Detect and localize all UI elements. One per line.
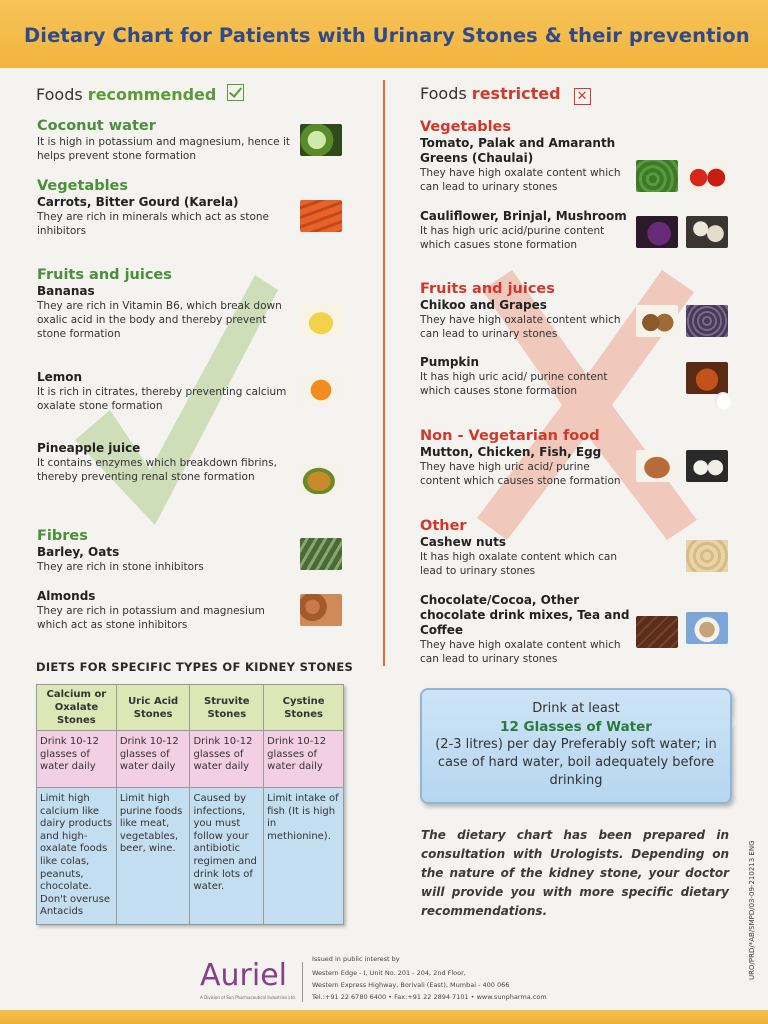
item-category: Coconut water (37, 118, 156, 134)
table-header-cell: Cystine Stones (264, 685, 344, 731)
restricted-item-cauliflower (420, 209, 635, 252)
check-icon (227, 84, 244, 101)
item-name: Chikoo and Grapes (420, 298, 547, 312)
footer-address-2: Western Express Highway, Borivali (East), Mumbai - 400 066 (312, 981, 510, 989)
document-code: URO/PRD/*AB/SMPD/03-09-210213 ENG (748, 840, 756, 980)
item-description: It has high oxalate content which can lead to urinary stones (420, 551, 618, 577)
restricted-heading-prefix: Foods (420, 84, 467, 103)
item-name: Barley, Oats (37, 545, 120, 559)
table-cell: Drink 10-12 glasses of water daily (37, 731, 117, 788)
item-name: Pumpkin (420, 355, 480, 369)
water-intake-box (420, 688, 732, 804)
item-name: Lemon (37, 370, 83, 384)
item-description: They are rich in Vitamin B6, which break down oxalic acid in the body and thereby prevent stone formation (37, 300, 282, 340)
recommended-item-fibres (37, 527, 297, 574)
item-description: They are rich in stone inhibitors (37, 561, 204, 573)
auriel-logo-subtitle: A Division of Sun Pharmaceutical Industries Ltd. (200, 995, 296, 1000)
table-cell: Drink 10-12 glasses of water daily (116, 731, 190, 788)
item-name: Cashew nuts (420, 535, 506, 549)
restricted-item-chocolate (420, 593, 635, 666)
eggs-image (686, 450, 728, 482)
item-description: They have high oxalate content which can lead to urinary stones (420, 314, 621, 340)
item-description: It has high uric acid/ purine content which causes stone formation (420, 371, 608, 397)
brinjal-image (636, 216, 678, 248)
grapes-image (686, 305, 728, 337)
water-line-3: (2-3 litres) per day Preferably soft water; in case of hard water, boil adequately before drinking (435, 737, 717, 788)
auriel-logo: Auriel (200, 958, 287, 993)
almonds-image (300, 594, 342, 626)
table-cell: Limit intake of fish (It is high in methionine). (264, 788, 344, 925)
recommended-heading-prefix: Foods (36, 85, 83, 104)
chikoo-image (636, 305, 678, 337)
item-name: Pineapple juice (37, 441, 141, 455)
punch-hole (715, 392, 731, 410)
item-category: Fruits and juices (420, 281, 555, 297)
item-description: They are rich in minerals which act as stone inhibitors (37, 211, 269, 237)
item-description: They are rich in potassium and magnesium which act as stone inhibitors (37, 605, 265, 631)
restricted-heading-word: restricted (471, 84, 561, 103)
tea-coffee-image (686, 612, 728, 644)
page-title: Dietary Chart for Patients with Urinary Stones & their prevention (24, 24, 750, 47)
mushroom-image (686, 216, 728, 248)
item-name: Cauliflower, Brinjal, Mushroom (420, 209, 627, 223)
table-row (37, 731, 344, 788)
recommended-item-pineapple (37, 441, 297, 484)
item-category: Vegetables (37, 178, 129, 194)
table-row (37, 788, 344, 925)
recommended-item-vegetables (37, 177, 297, 238)
column-divider (383, 80, 385, 666)
cashew-image (686, 540, 728, 572)
item-name: Bananas (37, 284, 95, 298)
item-name: Tomato, Palak and Amaranth Greens (Chaulai) (420, 136, 616, 165)
restricted-item-vegetables (420, 118, 632, 194)
table-header-cell: Struvite Stones (190, 685, 264, 731)
footer-issued: Issued in public interest by (312, 955, 400, 963)
coconut-water-image (300, 124, 342, 156)
water-line-1: Drink at least (532, 701, 620, 716)
kidney-table-title: DIETS FOR SPECIFIC TYPES OF KIDNEY STONES (36, 660, 354, 674)
item-description: They have high oxalate content which can lead to urinary stones (420, 639, 621, 665)
recommended-item-almonds (37, 589, 297, 632)
item-description: They have high oxalate content which can lead to urinary stones (420, 167, 621, 193)
item-name: Mutton, Chicken, Fish, Egg (420, 445, 602, 459)
barley-oats-image (300, 538, 342, 570)
footer-rule (302, 962, 303, 1002)
item-description: It has high uric acid/purine content which casues stone formation (420, 225, 605, 251)
restricted-item-cashew (420, 517, 632, 578)
carrots-image (300, 200, 342, 232)
item-category: Vegetables (420, 119, 512, 135)
item-description: It is high in potassium and magnesium, hence it helps prevent stone formation (37, 136, 290, 162)
chocolate-image (636, 616, 678, 648)
restricted-heading (420, 84, 591, 105)
item-category: Fruits and juices (37, 267, 172, 283)
table-cell: Limit high purine foods like meat, vegetables, beer, wine. (116, 788, 190, 925)
water-line-2: 12 Glasses of Water (500, 719, 652, 735)
item-category: Fibres (37, 528, 88, 544)
footer-contact: Tel.:+91 22 6780 6400 • Fax:+91 22 2894 7101 • www.sunpharma.com (312, 993, 547, 1001)
pineapple-image (300, 462, 342, 494)
item-category: Other (420, 518, 467, 534)
item-name: Almonds (37, 589, 96, 603)
table-cell: Drink 10-12 glasses of water daily (190, 731, 264, 788)
table-cell: Limit high calcium like dairy products and high-oxalate foods like colas, peanuts, chocolate. Don't overuse Antacids (37, 788, 117, 925)
chicken-image (636, 450, 678, 482)
kidney-stone-table (36, 684, 344, 925)
item-description: It is rich in citrates, thereby preventing calcium oxalate stone formation (37, 386, 287, 412)
footer-band (0, 1010, 768, 1024)
recommended-item-lemon (37, 370, 297, 413)
recommended-item-coconut-water (37, 117, 297, 163)
table-cell: Drink 10-12 glasses of water daily (264, 731, 344, 788)
table-header-cell: Calcium or Oxalate Stones (37, 685, 117, 731)
table-header-cell: Uric Acid Stones (116, 685, 190, 731)
table-cell: Caused by infections, you must follow your antibiotic regimen and drink lots of water. (190, 788, 264, 925)
tomato-image (686, 160, 728, 192)
item-name: Chocolate/Cocoa, Other chocolate drink mixes, Tea and Coffee (420, 593, 630, 637)
header-band (0, 0, 768, 68)
palak-image (636, 160, 678, 192)
restricted-item-chikoo-grapes (420, 280, 632, 341)
restricted-item-non-veg (420, 427, 632, 488)
lemon-image (300, 374, 342, 406)
cross-icon: ✕ (574, 88, 591, 105)
disclaimer-note: The dietary chart has been prepared in consultation with Urologists. Depending on the nature of the kidney stone, your doctor will provide you with more specific dietary recommendations. (421, 828, 729, 918)
bananas-image (300, 304, 342, 336)
item-category: Non - Vegetarian food (420, 428, 600, 444)
item-description: They have high uric acid/ purine content which causes stone formation (420, 461, 621, 487)
item-name: Carrots, Bitter Gourd (Karela) (37, 195, 239, 209)
recommended-heading (36, 84, 244, 104)
footer-address-1: Western Edge - I, Unit No. 201 - 204, 2nd Floor, (312, 969, 466, 977)
recommended-item-bananas (37, 266, 297, 341)
item-description: It contains enzymes which breakdown fibrins, thereby preventing renal stone formation (37, 457, 277, 483)
restricted-item-pumpkin (420, 355, 632, 398)
pumpkin-image (686, 362, 728, 394)
recommended-heading-word: recommended (87, 85, 217, 104)
